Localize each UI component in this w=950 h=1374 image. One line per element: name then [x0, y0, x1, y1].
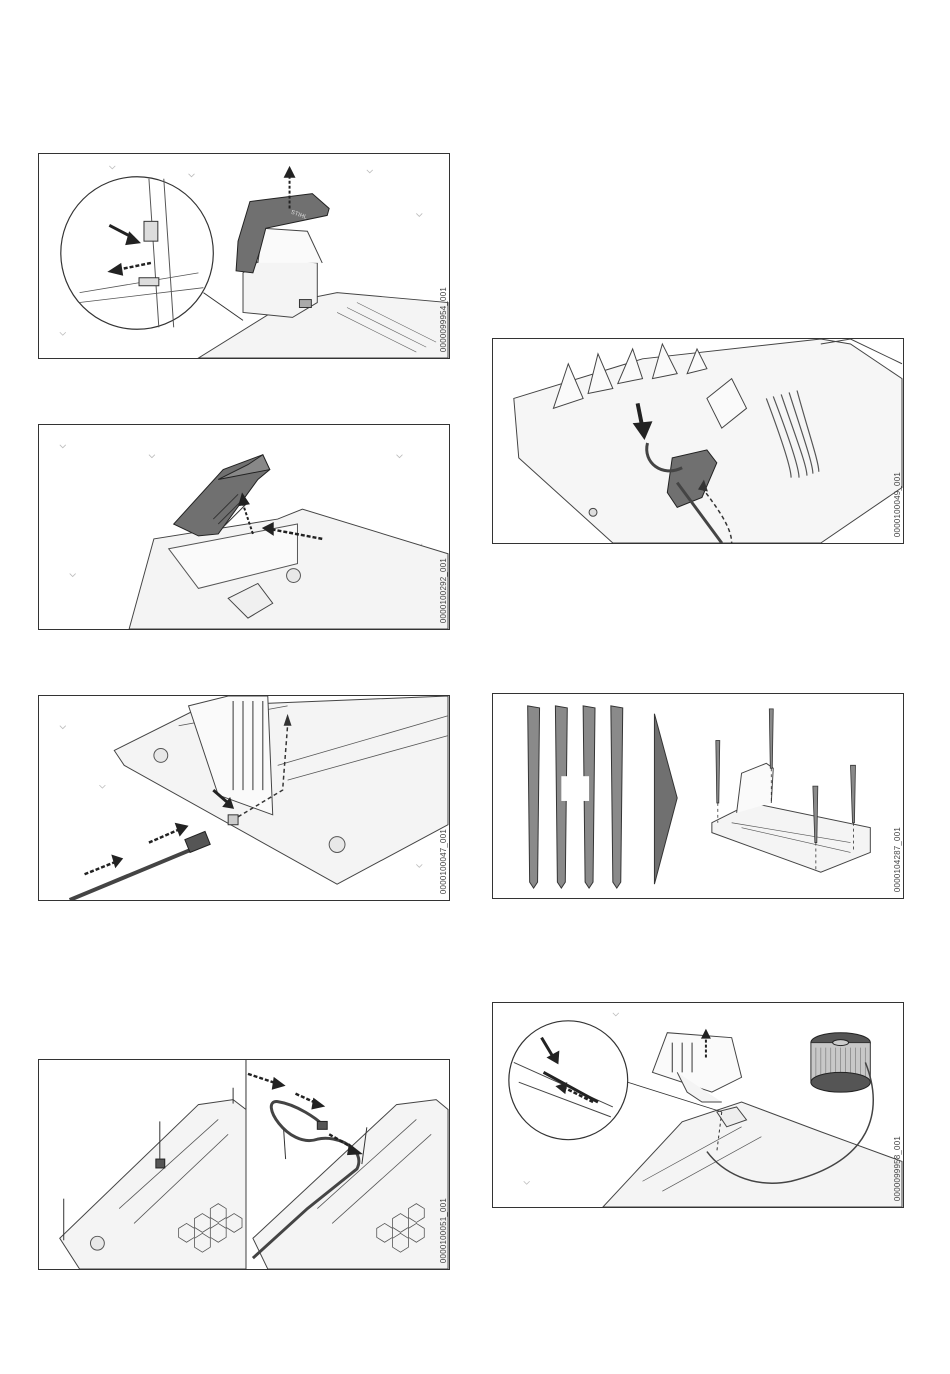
- figure-id: 0000099954_001: [439, 286, 448, 352]
- illustration-panel-insertion: [39, 425, 449, 629]
- figure-id: 0000104287_001: [893, 826, 902, 892]
- figure-id: 0000100047_001: [439, 828, 448, 894]
- figure-id: 0000100049_001: [893, 471, 902, 537]
- figure-cable-routing: [38, 1059, 450, 1270]
- illustration-wire-connection: [493, 1003, 903, 1207]
- figure-fixing-pegs: [492, 693, 904, 899]
- figure-id: 0000099958_001: [893, 1135, 902, 1201]
- illustration-cover-removal: [39, 154, 449, 358]
- illustration-fixing-pegs: [493, 694, 903, 898]
- figure-wire-connection: [492, 1002, 904, 1208]
- illustration-power-cable: [39, 696, 449, 900]
- stihl-logo: STIHL: [289, 209, 308, 222]
- illustration-cable-routing: [39, 1060, 449, 1269]
- figure-cover-removal: [38, 153, 450, 359]
- figure-power-cable: [38, 695, 450, 901]
- figure-panel-insertion: [38, 424, 450, 630]
- illustration-cable-clip: [493, 339, 903, 543]
- figure-id: 0000100051_001: [439, 1197, 448, 1263]
- figure-id: 0000100292_001: [439, 557, 448, 623]
- figure-cable-clip: [492, 338, 904, 544]
